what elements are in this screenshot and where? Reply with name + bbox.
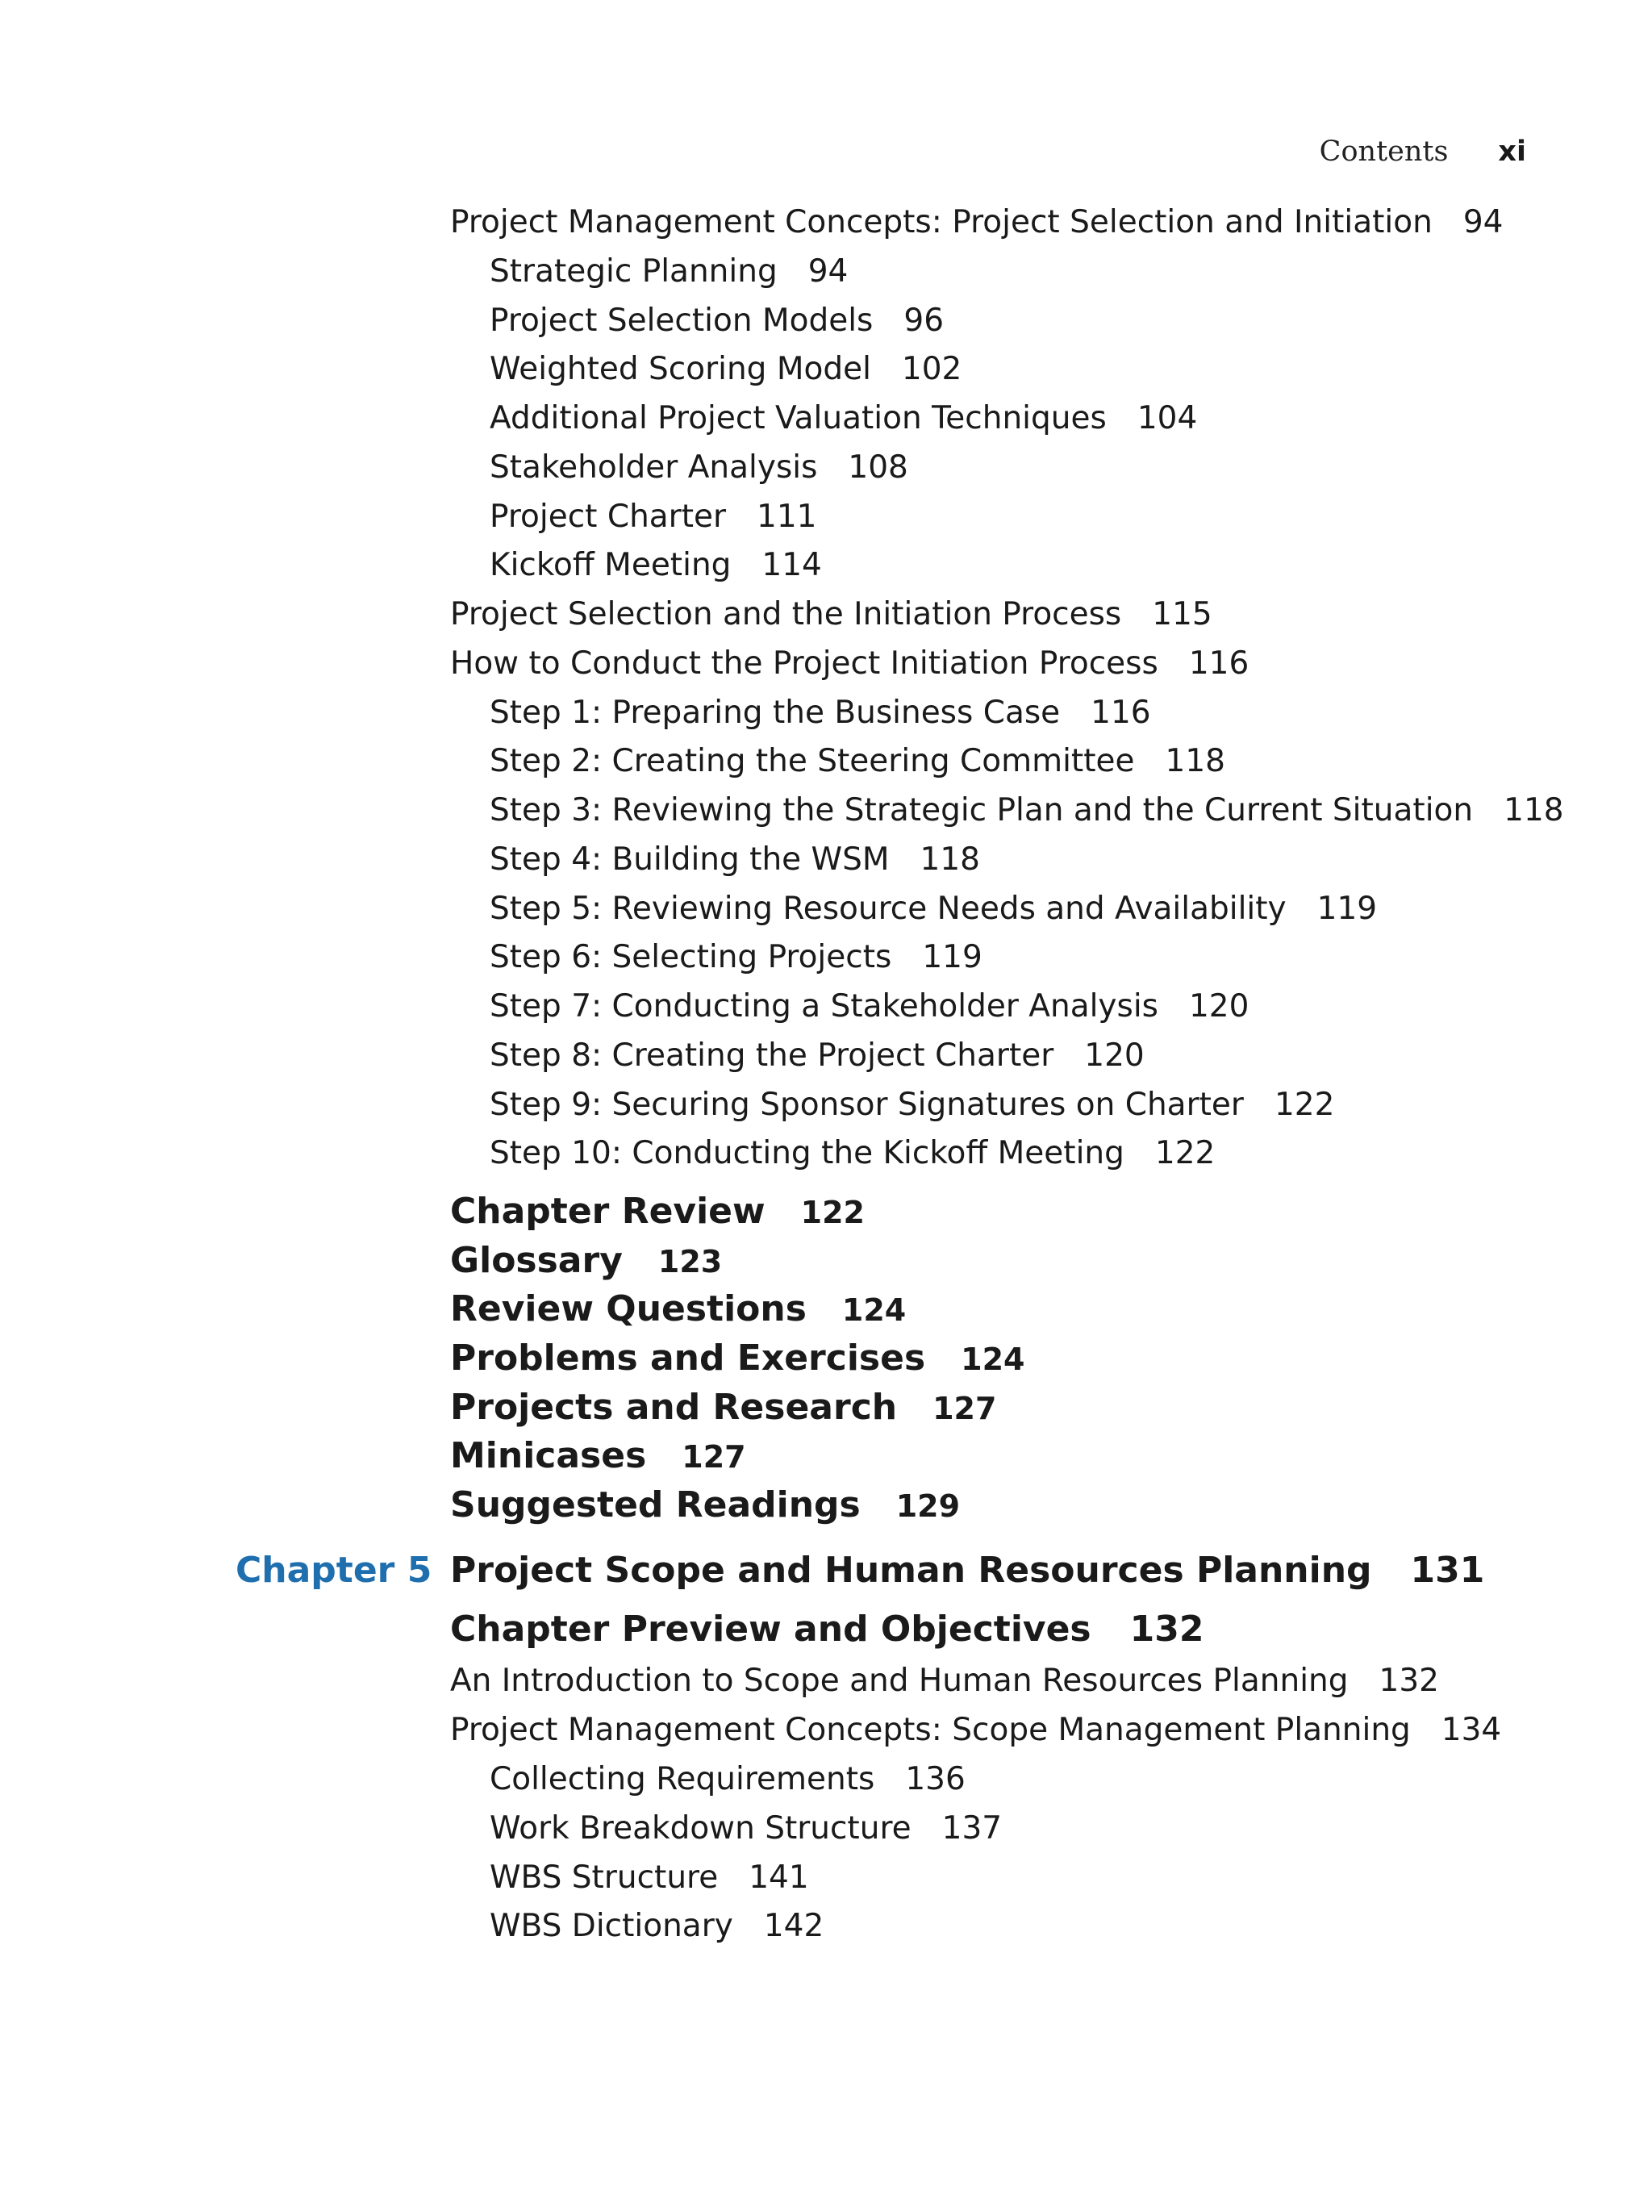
toc-entry-title: Step 2: Creating the Steering Committee: [490, 743, 1135, 779]
toc-entry-page: 115: [1152, 596, 1212, 632]
toc-entry-page: 104: [1137, 400, 1198, 436]
toc-entry[interactable]: [490, 1761, 966, 1797]
toc-entry-title: Chapter Review: [450, 1191, 766, 1232]
toc-entry[interactable]: [490, 351, 962, 387]
toc-entry-title: Project Charter: [490, 499, 727, 535]
toc-entry[interactable]: [450, 1712, 1501, 1748]
toc-entry-page: 102: [901, 351, 962, 387]
toc-entry-title: Chapter Preview and Objectives: [450, 1609, 1091, 1650]
toc-entry-title: Additional Project Valuation Techniques: [490, 400, 1107, 436]
toc-entry[interactable]: [490, 891, 1377, 927]
toc-entry-page: 116: [1091, 695, 1151, 731]
toc-entry[interactable]: [490, 1037, 1145, 1074]
toc-entry-page: 127: [682, 1439, 746, 1475]
toc-entry-page: 111: [757, 499, 817, 535]
toc-entry-section[interactable]: [450, 1387, 996, 1428]
toc-entry-title: Minicases: [450, 1435, 647, 1476]
toc-entry[interactable]: [490, 1908, 824, 1944]
toc-entry-title: Step 1: Preparing the Business Case: [490, 695, 1061, 731]
toc-entry[interactable]: [490, 743, 1225, 779]
toc-entry-page: 116: [1188, 645, 1249, 682]
toc-entry-title: Work Breakdown Structure: [490, 1810, 912, 1847]
toc-entry-title: Step 5: Reviewing Resource Needs and Availability: [490, 891, 1287, 927]
toc-entry-title: Kickoff Meeting: [490, 547, 732, 583]
toc-entry-title: Step 10: Conducting the Kickoff Meeting: [490, 1135, 1124, 1171]
toc-entry[interactable]: [450, 1663, 1439, 1699]
toc-entry-section[interactable]: [450, 1240, 722, 1281]
toc-entry-title: Project Selection Models: [490, 303, 874, 339]
toc-entry[interactable]: [490, 939, 982, 975]
toc-entry-title: Weighted Scoring Model: [490, 351, 871, 387]
toc-entry-title: Project Selection and the Initiation Process: [450, 596, 1122, 632]
toc-entry[interactable]: [490, 1859, 809, 1896]
toc-entry-title: Collecting Requirements: [490, 1761, 875, 1797]
toc-entry-section[interactable]: [450, 1338, 1024, 1379]
toc-entry-section[interactable]: [450, 1484, 960, 1525]
toc-entry-title: Glossary: [450, 1240, 623, 1281]
toc-entry[interactable]: [490, 841, 980, 878]
toc-entry-page: 122: [1154, 1135, 1216, 1171]
toc-entry-page: 137: [941, 1810, 1003, 1847]
toc-entry-page: 94: [807, 253, 849, 290]
toc-entry-title: How to Conduct the Project Initiation Process: [450, 645, 1158, 682]
toc-entry-title: Step 3: Reviewing the Strategic Plan and the Current Situation: [490, 792, 1474, 828]
toc-entry-page: 122: [800, 1195, 865, 1230]
toc-entry-title: Project Management Concepts: Scope Management Planning: [450, 1712, 1411, 1748]
toc-entry-title: Step 8: Creating the Project Charter: [490, 1037, 1054, 1074]
toc-entry-page: 119: [1316, 891, 1378, 927]
toc-entry-page: 122: [1274, 1087, 1335, 1123]
toc-entry-title: An Introduction to Scope and Human Resources Planning: [450, 1663, 1349, 1699]
toc-entry[interactable]: [450, 645, 1249, 682]
toc-entry-page: 127: [932, 1391, 997, 1426]
toc-entry-page: 141: [749, 1859, 809, 1896]
toc-entry-title: Projects and Research: [450, 1387, 898, 1428]
running-head-page-number: xi: [1498, 136, 1526, 168]
toc-entry-section[interactable]: [450, 1288, 906, 1329]
toc-entry[interactable]: [490, 1087, 1334, 1123]
toc-entry[interactable]: [490, 1135, 1215, 1171]
toc-entry-title: WBS Structure: [490, 1859, 719, 1896]
toc-entry-page: 120: [1084, 1037, 1145, 1074]
toc-entry-page: 120: [1188, 988, 1249, 1025]
chapter-title: Project Scope and Human Resources Planning: [450, 1550, 1372, 1591]
toc-entry-page: 118: [920, 841, 980, 878]
toc-entry-page: 108: [848, 449, 908, 486]
toc-entry[interactable]: [490, 253, 848, 290]
toc-entry-title: Step 6: Selecting Projects: [490, 939, 892, 975]
toc-entry-page: 123: [657, 1244, 723, 1279]
toc-entry-page: 136: [905, 1761, 966, 1797]
toc-entry-page: 118: [1165, 743, 1225, 779]
toc-entry-page: 119: [922, 939, 982, 975]
toc-entry[interactable]: [490, 547, 822, 583]
toc-entry[interactable]: [490, 499, 817, 535]
toc-entry-page: 129: [895, 1488, 961, 1524]
toc-entry-title: Step 4: Building the WSM: [490, 841, 890, 878]
toc-entry-page: 118: [1504, 792, 1564, 828]
toc-entry-title: Stakeholder Analysis: [490, 449, 818, 486]
toc-entry-section[interactable]: [450, 1435, 746, 1476]
toc-entry-title: WBS Dictionary: [490, 1908, 733, 1944]
toc-entry-title: Step 9: Securing Sponsor Signatures on Charter: [490, 1087, 1244, 1123]
toc-entry[interactable]: [450, 204, 1503, 240]
toc-entry-page: 124: [961, 1342, 1025, 1377]
toc-entry[interactable]: [490, 988, 1249, 1025]
toc-entry-page: 96: [903, 303, 945, 339]
toc-entry-page: 114: [761, 547, 822, 583]
toc-entry[interactable]: [450, 596, 1212, 632]
toc-entry-section[interactable]: [450, 1191, 865, 1232]
toc-entry-title: Step 7: Conducting a Stakeholder Analysis: [490, 988, 1158, 1025]
toc-entry-title: Review Questions: [450, 1288, 807, 1329]
toc-entry-page: 124: [841, 1292, 907, 1328]
toc-entry-section[interactable]: [450, 1609, 1204, 1650]
chapter-page: 131: [1410, 1550, 1485, 1591]
toc-entry-page: 132: [1129, 1609, 1204, 1650]
toc-entry-title: Strategic Planning: [490, 253, 778, 290]
running-head-label: Contents: [1319, 136, 1449, 168]
toc-entry[interactable]: [490, 792, 1564, 828]
chapter-label: Chapter 5: [236, 1550, 432, 1591]
toc-entry[interactable]: [490, 1810, 1002, 1847]
running-head: [1320, 136, 1526, 168]
toc-entry-title: Problems and Exercises: [450, 1338, 926, 1379]
chapter-title-entry[interactable]: [450, 1550, 1484, 1591]
toc-entry[interactable]: [490, 695, 1151, 731]
toc-entry-page: 132: [1379, 1663, 1439, 1699]
toc-entry[interactable]: [490, 449, 908, 486]
toc-entry-title: Suggested Readings: [450, 1484, 861, 1525]
toc-entry-title: Project Management Concepts: Project Selection and Initiation: [450, 204, 1433, 240]
toc-entry[interactable]: [490, 400, 1197, 436]
toc-entry[interactable]: [490, 303, 944, 339]
toc-entry-page: 94: [1462, 204, 1504, 240]
toc-entry-page: 134: [1441, 1712, 1502, 1748]
toc-entry-page: 142: [763, 1908, 824, 1944]
